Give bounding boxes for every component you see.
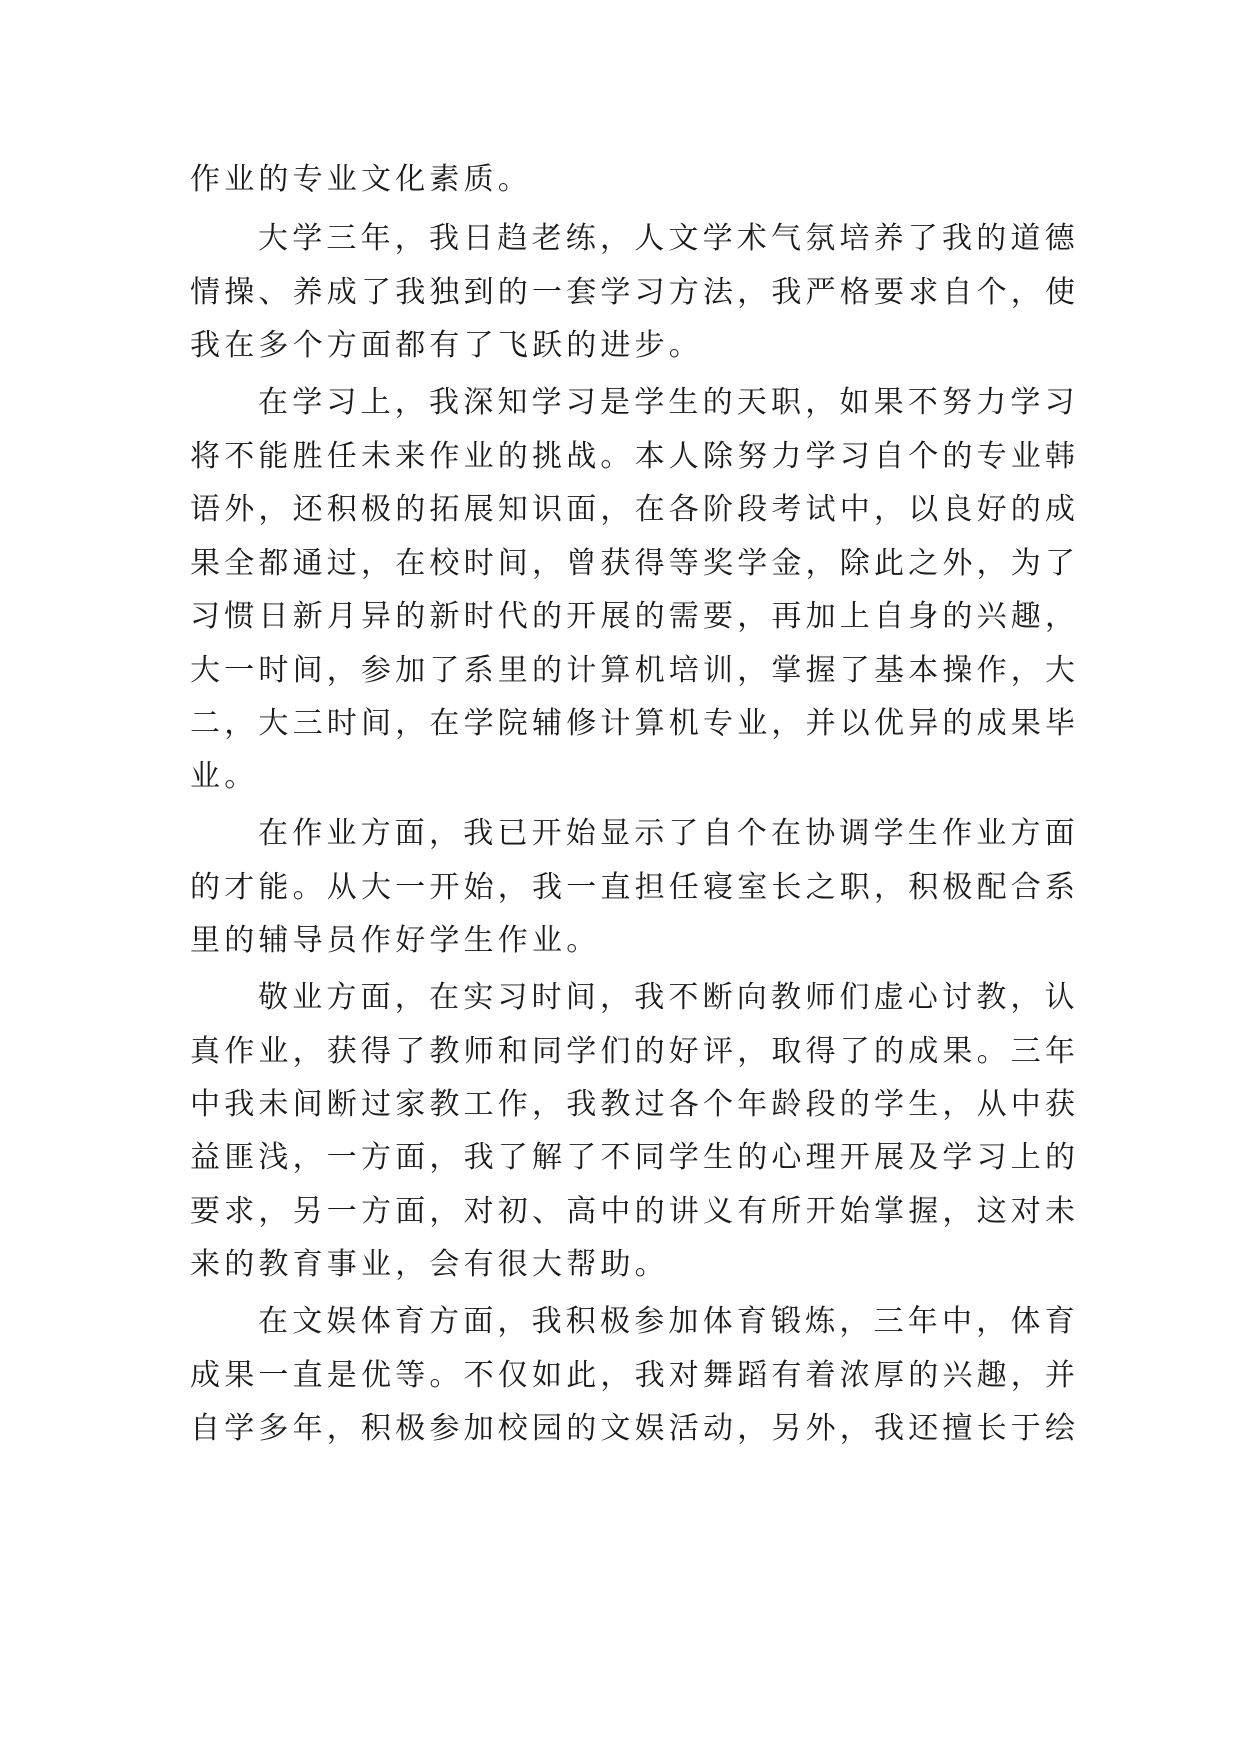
text-line: 在文娱体育方面，我积极参加体育锻炼，三年中，体育 [258,1304,1079,1339]
text-line: 情操、养成了我独到的一套学习方法，我严格要求自个，使 [190,275,1080,310]
text-line: 二，大三时间，在学院辅修计算机专业，并以优异的成果毕 [190,706,1080,741]
text-line: 将不能胜任未来作业的挑战。本人除努力学习自个的专业韩 [190,439,1080,474]
text-line: 来的教育事业，会有很大帮助。 [190,1247,669,1282]
text-line: 成果一直是优等。不仅如此，我对舞蹈有着浓厚的兴趣，并 [190,1358,1080,1393]
text-line: 益匪浅，一方面，我了解了不同学生的心理开展及学习上的 [190,1140,1080,1175]
text-line: 语外，还积极的拓展知识面，在各阶段考试中，以良好的成 [190,492,1080,527]
text-line: 在作业方面，我已开始显示了自个在协调学生作业方面 [258,816,1079,851]
text-line: 真作业，获得了教师和同学们的好评，取得了的成果。三年 [190,1034,1080,1069]
text-line: 自学多年，积极参加校园的文娱活动，另外，我还擅长于绘 [190,1411,1080,1446]
text-line: 大一时间，参加了系里的计算机培训，掌握了基本操作，大 [190,653,1080,688]
text-line: 我在多个方面都有了飞跃的进步。 [190,328,703,363]
text-line: 的才能。从大一开始，我一直担任寝室长之职，积极配合系 [190,870,1080,905]
text-line: 里的辅导员作好学生作业。 [190,923,601,958]
text-line: 果全都通过，在校时间，曾获得等奖学金，除此之外，为了 [190,546,1080,581]
text-line: 要求，另一方面，对初、高中的讲义有所开始掌握，这对未 [190,1194,1080,1229]
text-line: 在学习上，我深知学习是学生的天职，如果不努力学习 [258,385,1079,420]
text-line: 中我未间断过家教工作，我教过各个年龄段的学生，从中获 [190,1087,1080,1122]
text-line: 大学三年，我日趋老练，人文学术气氛培养了我的道德 [258,221,1079,256]
text-line: 习惯日新月异的新时代的开展的需要，再加上自身的兴趣， [190,599,1080,634]
text-line: 敬业方面，在实习时间，我不断向教师们虚心讨教，认 [258,980,1079,1015]
text-line: 作业的专业文化素质。 [190,162,532,197]
text-line: 业。 [190,759,259,794]
